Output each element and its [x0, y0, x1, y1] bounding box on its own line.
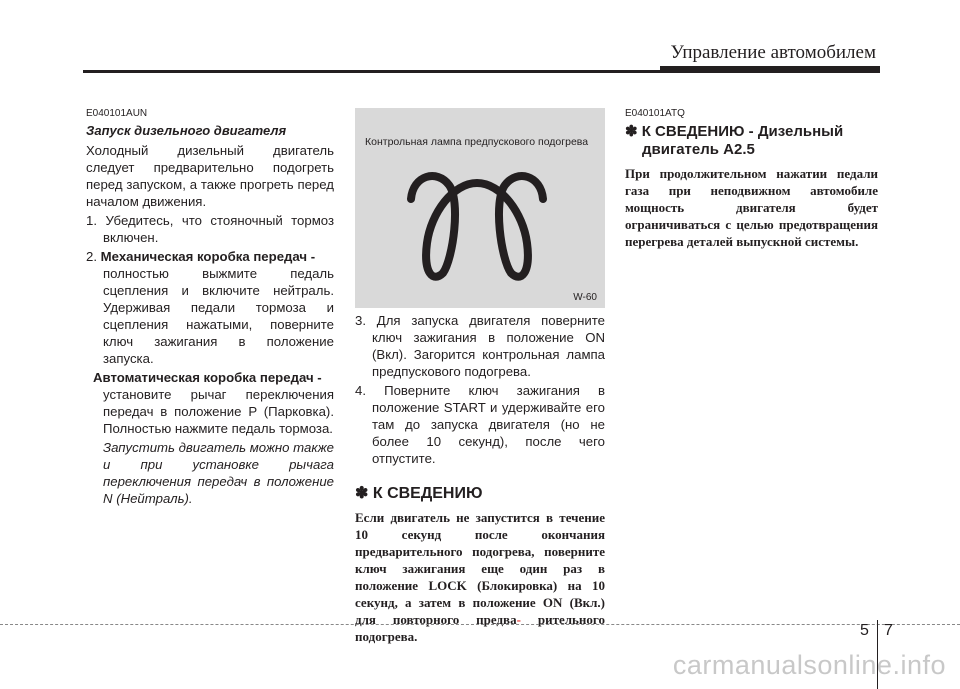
note-text: При продолжительном нажатии педали газа при неподвижном автомобиле мощность двигателя будет ограничиваться с целью предотвращения перегрева деталей выпускной системы. — [625, 166, 878, 249]
step-3: 3. Для запуска двигателя поверните ключ зажигания в положение ON (Вкл). Загорится контрольная лампа предпускового подогрева. — [355, 313, 605, 379]
note-heading: ✽ К СВЕДЕНИЮ - Дизельный двигатель A2.5 — [625, 123, 844, 158]
step-2-text: полностью выжмите педаль сцепления и включите нейтраль. Удерживая педали тормоза и сцепления нажатыми, поверните ключ зажигания в положение запуска. — [103, 266, 334, 366]
figure-code: W-60 — [573, 292, 597, 303]
italic-note: Запустить двигатель можно также и при установке рычага переключения передач в положение N (Нейтраль). — [103, 440, 334, 506]
step-2-number: 2. — [86, 249, 101, 264]
figure-caption: Контрольная лампа предпускового подогрева — [365, 136, 589, 148]
page-section-number: 5 — [860, 622, 869, 639]
column-2 — [355, 108, 605, 645]
watermark: carmanualsonline.info — [672, 650, 946, 680]
step-4: 4. Поверните ключ зажигания в положение START и удерживайте его там до запуска двигателя (но не более 10 секунд), после чего отпустите. — [355, 383, 605, 466]
step-2-label: Механическая коробка передач - — [100, 249, 316, 264]
section-code: E040101AUN — [86, 108, 148, 119]
step-2 — [86, 248, 334, 265]
note-heading: ✽ К СВЕДЕНИЮ — [355, 485, 483, 502]
glow-plug-figure — [355, 108, 605, 308]
column-3 — [625, 108, 878, 250]
page-header-title: Управление автомобилем — [670, 42, 876, 63]
auto-transmission-text: установите рычаг переключения передач в положение P (Парковка). Полностью нажмите педаль тормоза. — [103, 387, 334, 436]
section-subhead: Запуск дизельного двигателя — [86, 123, 287, 138]
footer-rule — [0, 624, 960, 625]
column-1 — [86, 108, 334, 507]
page-number: 7 — [884, 622, 893, 639]
step-1: 1. Убедитесь, что стояночный тормоз включен. — [86, 213, 334, 245]
header-rule — [83, 70, 880, 73]
auto-transmission-label: Автоматическая коробка передач - — [93, 370, 322, 385]
note-text: Если двигатель не запустится в течение 10 секунд после окончания предварительного подогрева, поверните ключ зажигания еще один раз в положение LOCK (Блокировка) на 10 секунд, а затем в положение ON (Вкл.) для повторного предва- рительного подогрева. — [355, 510, 606, 644]
intro-paragraph: Холодный дизельный двигатель следует предварительно подогреть перед запуском, а также прогреть перед началом движения. — [86, 143, 334, 209]
glow-plug-icon — [403, 163, 553, 283]
hyphen-mark: - — [516, 612, 521, 627]
section-code: E040101ATQ — [625, 108, 685, 119]
